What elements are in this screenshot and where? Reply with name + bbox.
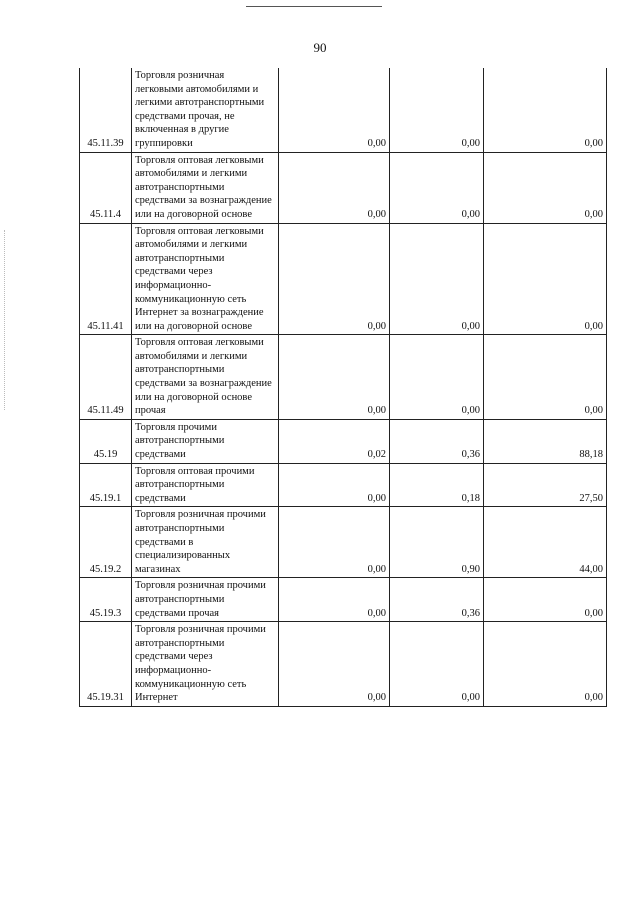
- table-row: [80, 463, 607, 507]
- row-value-2: 0,00: [390, 223, 484, 335]
- row-value-2: 0,00: [390, 152, 484, 223]
- table-row: [80, 335, 607, 420]
- page-number: 90: [313, 40, 327, 55]
- row-value-2: 0,90: [390, 507, 484, 578]
- table-row: [80, 68, 607, 152]
- table-row: [80, 223, 607, 335]
- row-value-1: 0,00: [279, 335, 390, 420]
- row-value-3: 0,00: [484, 152, 607, 223]
- row-name: Торговля розничная прочими автотранспортными средствами в специализированных магазинах: [132, 507, 279, 578]
- row-value-3: 0,00: [484, 223, 607, 335]
- row-value-2: 0,00: [390, 68, 484, 152]
- table-row: [80, 507, 607, 578]
- row-name: Торговля оптовая легковыми автомобилями и легкими автотранспортными средствами за вознаграждение или на договорной основе прочая: [132, 335, 279, 420]
- margin-mark: [4, 230, 6, 410]
- row-value-1: 0,00: [279, 463, 390, 507]
- row-name: Торговля прочими автотранспортными средствами: [132, 419, 279, 463]
- row-name: Торговля розничная прочими автотранспортными средствами прочая: [132, 578, 279, 622]
- row-value-2: 0,36: [390, 419, 484, 463]
- row-value-1: 0,00: [279, 507, 390, 578]
- row-name: Торговля розничная легковыми автомобилями и легкими автотранспортными средствами прочая, не включенная в другие группировки: [132, 68, 279, 152]
- row-value-3: 27,50: [484, 463, 607, 507]
- row-name: Торговля оптовая легковыми автомобилями и легкими автотранспортными средствами через информационно-коммуникационную сеть Интернет за вознаграждение или на договорной основе: [132, 223, 279, 335]
- row-code: 45.11.49: [80, 335, 132, 420]
- row-value-3: 0,00: [484, 335, 607, 420]
- table-row: [80, 152, 607, 223]
- row-value-2: 0,36: [390, 578, 484, 622]
- row-value-1: 0,00: [279, 223, 390, 335]
- row-name: Торговля оптовая прочими автотранспортными средствами: [132, 463, 279, 507]
- table-row: [80, 578, 607, 622]
- row-code: 45.11.41: [80, 223, 132, 335]
- row-code: 45.19: [80, 419, 132, 463]
- row-value-2: 0,18: [390, 463, 484, 507]
- row-value-2: 0,00: [390, 622, 484, 707]
- row-value-1: 0,00: [279, 578, 390, 622]
- row-value-3: 88,18: [484, 419, 607, 463]
- table-row: [80, 622, 607, 707]
- row-value-1: 0,00: [279, 68, 390, 152]
- row-value-3: 44,00: [484, 507, 607, 578]
- row-code: 45.19.1: [80, 463, 132, 507]
- row-code: 45.11.4: [80, 152, 132, 223]
- row-code: 45.11.39: [80, 68, 132, 152]
- row-code: 45.19.31: [80, 622, 132, 707]
- row-value-1: 0,02: [279, 419, 390, 463]
- row-name: Торговля розничная прочими автотранспортными средствами через информационно-коммуникационную сеть Интернет: [132, 622, 279, 707]
- row-value-3: 0,00: [484, 68, 607, 152]
- row-value-3: 0,00: [484, 578, 607, 622]
- row-value-3: 0,00: [484, 622, 607, 707]
- row-code: 45.19.3: [80, 578, 132, 622]
- row-code: 45.19.2: [80, 507, 132, 578]
- row-value-1: 0,00: [279, 622, 390, 707]
- top-rule: [246, 6, 382, 7]
- activity-table: [79, 68, 607, 707]
- table-row: [80, 419, 607, 463]
- row-value-2: 0,00: [390, 335, 484, 420]
- row-value-1: 0,00: [279, 152, 390, 223]
- row-name: Торговля оптовая легковыми автомобилями и легкими автотранспортными средствами за вознаграждение или на договорной основе: [132, 152, 279, 223]
